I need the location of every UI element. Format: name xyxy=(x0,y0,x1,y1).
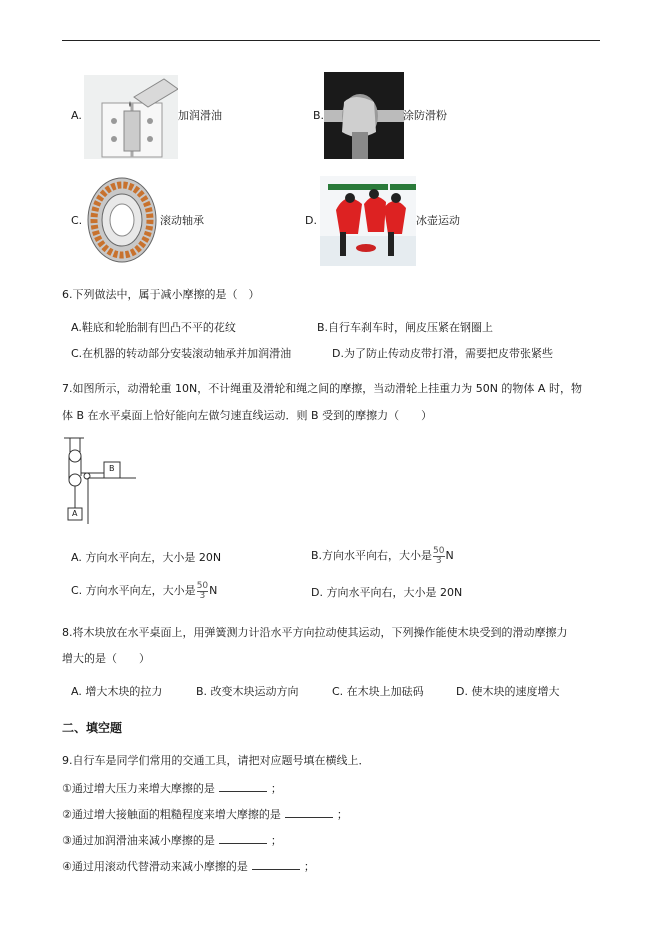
option-a-label: 加润滑油 xyxy=(178,109,222,122)
q6-option-b: B.自行车刹车时，闸皮压紧在钢圈上 xyxy=(317,321,494,334)
header-rule xyxy=(62,40,600,41)
q9-item-text: ①通过增大压力来增大摩擦的是 xyxy=(62,782,215,795)
q7-option-a: A. 方向水平向左，大小是 20N xyxy=(71,551,222,564)
curling-image xyxy=(320,176,416,266)
q8-option-a: A. 增大木块的拉力 xyxy=(71,685,163,698)
section-heading: 二、填空题 xyxy=(62,721,123,735)
q9-item-end: ； xyxy=(303,860,315,873)
q8-option-d: D. 使木块的速度增大 xyxy=(456,685,560,698)
pulley-diagram xyxy=(62,436,142,528)
fraction-denominator: 3 xyxy=(197,591,208,601)
q7-stem-line1: 7.如图所示，动滑轮重 10N，不计绳重及滑轮和绳之间的摩擦，当动滑轮上挂重力为 50N 的物体 A 时，物 xyxy=(62,382,582,395)
q8-option-b: B. 改变木块运动方向 xyxy=(196,685,299,698)
q7-stem-line2: 体 B 在水平桌面上恰好能向左做匀速直线运动．则 B 受到的摩擦力（ ） xyxy=(62,409,433,422)
q9-item-3 xyxy=(62,833,282,848)
q9-item-end: ； xyxy=(336,808,348,821)
q6-stem: 6.下列做法中，属于减小摩擦的是（ ） xyxy=(62,288,260,301)
option-c-label: 滚动轴承 xyxy=(160,214,204,227)
q9-item-end: ； xyxy=(270,834,282,847)
q6-option-c: C.在机器的转动部分安装滚动轴承并加润滑油 xyxy=(71,347,292,360)
q7-option-c xyxy=(71,579,217,603)
option-b-label: 涂防滑粉 xyxy=(403,109,447,122)
q7-option-b xyxy=(311,544,454,568)
option-b-letter: B. xyxy=(313,109,325,122)
q8-stem-line2: 增大的是（ ） xyxy=(62,652,150,665)
roller-bearing-image xyxy=(84,176,160,264)
q8-stem-line1: 8.将木块放在水平桌面上，用弹簧测力计沿水平方向拉动使其运动，下列操作能使木块受到的滑动摩擦力 xyxy=(62,626,568,639)
q7-option-c-unit: N xyxy=(209,584,218,597)
q9-item-text: ④通过用滚动代替滑动来减小摩擦的是 xyxy=(62,860,248,873)
q8-option-c: C. 在木块上加砝码 xyxy=(332,685,424,698)
q7-option-c-fraction xyxy=(197,582,208,601)
block-a-label: A xyxy=(72,509,78,518)
option-c-letter: C. xyxy=(71,214,83,227)
option-d-letter: D. xyxy=(305,214,317,227)
q6-option-d: D.为了防止传动皮带打滑，需要把皮带张紧些 xyxy=(332,347,553,360)
q9-item-end: ； xyxy=(270,782,282,795)
q9-item-2 xyxy=(62,807,348,822)
fraction-numerator: 50 xyxy=(196,580,209,591)
answer-blank[interactable] xyxy=(219,833,267,844)
q6-option-a: A.鞋底和轮胎制有凹凸不平的花纹 xyxy=(71,321,236,334)
answer-blank[interactable] xyxy=(252,859,300,870)
q9-stem: 9.自行车是同学们常用的交通工具，请把对应题号填在横线上． xyxy=(62,754,370,767)
fraction-numerator: 50 xyxy=(433,545,445,556)
q9-item-4 xyxy=(62,859,315,874)
q7-option-b-text: B.方向水平向右，大小是 xyxy=(311,549,433,562)
q7-option-c-text: C. 方向水平向左，大小是 xyxy=(71,584,196,597)
hand-bar-image xyxy=(324,72,404,159)
q7-option-b-fraction xyxy=(433,547,444,566)
q9-item-text: ②通过增大接触面的粗糙程度来增大摩擦的是 xyxy=(62,808,281,821)
fraction-denominator: 3 xyxy=(433,556,444,566)
block-b-label: B xyxy=(109,464,115,473)
option-a-letter: A. xyxy=(71,109,82,122)
answer-blank[interactable] xyxy=(285,807,333,818)
q7-option-d: D. 方向水平向右，大小是 20N xyxy=(311,586,463,599)
q9-item-1 xyxy=(62,781,282,796)
q9-item-text: ③通过加润滑油来减小摩擦的是 xyxy=(62,834,215,847)
option-d-label: 冰壶运动 xyxy=(416,214,460,227)
answer-blank[interactable] xyxy=(219,781,267,792)
q7-option-b-unit: N xyxy=(445,549,454,562)
hinge-oil-image xyxy=(84,75,178,159)
